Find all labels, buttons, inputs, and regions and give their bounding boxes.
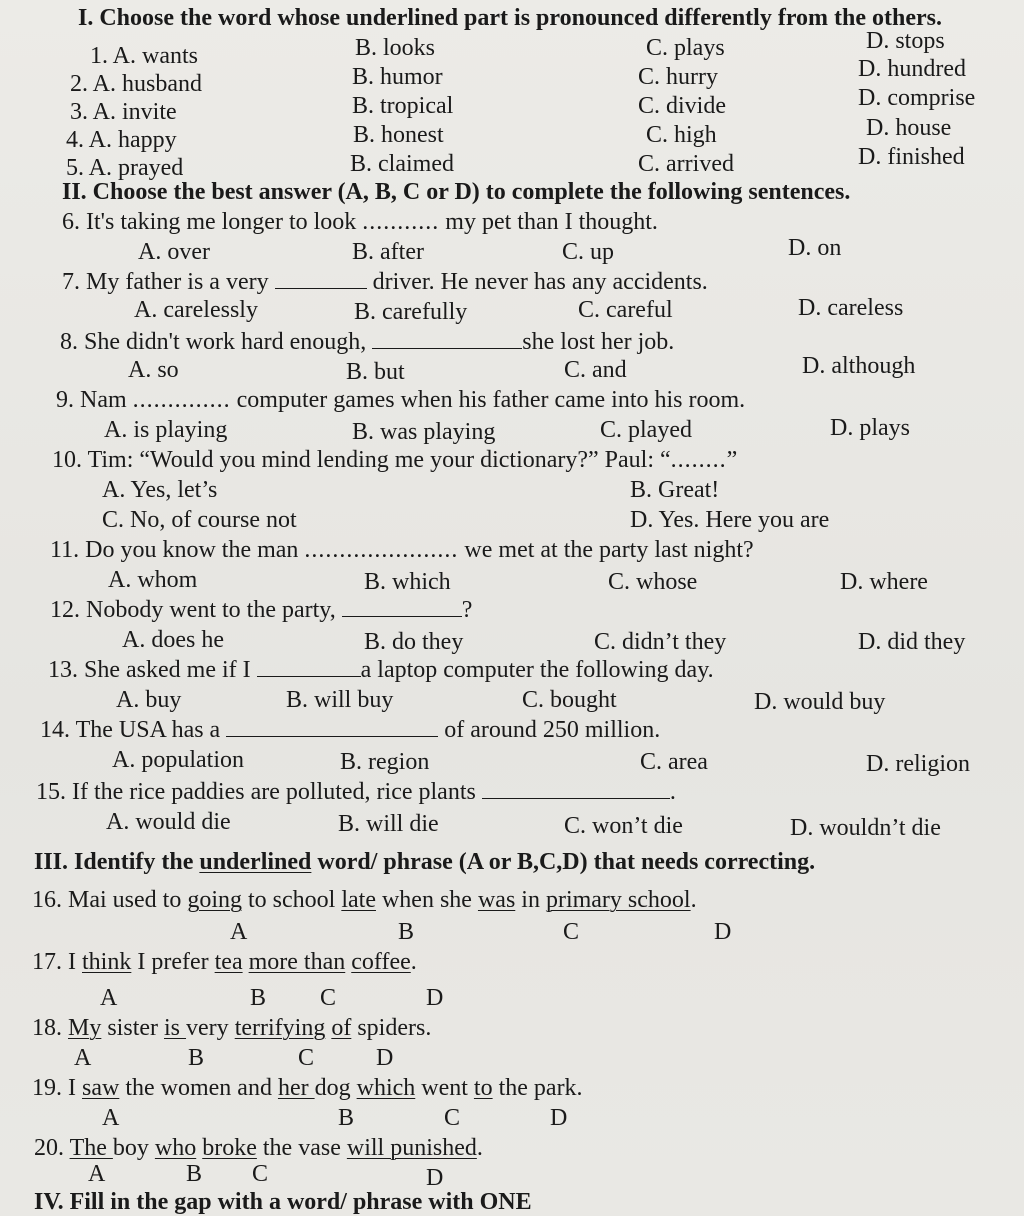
- q20-letter-a: A: [88, 1161, 106, 1187]
- q13-option-a: A. buy: [116, 687, 182, 713]
- q17-letter-a: A: [100, 985, 118, 1011]
- q14-option-a: A. population: [112, 747, 244, 773]
- q3-b: B. tropical: [352, 93, 454, 119]
- q20-letter-c: C: [252, 1161, 269, 1187]
- q6-option-d: D. on: [788, 235, 842, 261]
- q12-blank: [342, 596, 462, 617]
- q2-c: C. hurry: [638, 64, 718, 90]
- q14-stem: 14. The USA has a of around 250 million.: [40, 717, 661, 743]
- q8-option-c: C. and: [564, 357, 627, 383]
- q18-underline-c: terrifying: [234, 1015, 326, 1041]
- q17-letter-d: D: [426, 985, 444, 1011]
- section-1-heading: I. Choose the word whose underlined part is pronounced differently from the others.: [78, 5, 943, 31]
- q8-option-d: D. although: [802, 353, 916, 379]
- q4-a: 4. A. happy: [66, 127, 177, 153]
- q19-letter-a: A: [102, 1105, 120, 1131]
- q13-option-c: C. bought: [522, 687, 617, 713]
- q6-option-b: B. after: [352, 239, 424, 265]
- q8-option-a: A. so: [128, 357, 179, 383]
- q16-underline-d: primary school: [545, 887, 691, 913]
- q17-letter-b: B: [250, 985, 267, 1011]
- q10-option-b: B. Great!: [630, 477, 720, 503]
- q10-stem: 10. Tim: “Would you mind lending me your dictionary?” Paul: “........”: [52, 447, 738, 473]
- q18-underline-d: of: [331, 1015, 352, 1041]
- q1-a: 1. A. wants: [90, 43, 198, 69]
- q7-option-a: A. carelessly: [134, 297, 258, 323]
- q20-letter-d: D: [426, 1165, 444, 1191]
- q16-letter-d: D: [714, 919, 732, 945]
- q10-option-c: C. No, of course not: [102, 507, 297, 533]
- q6-option-a: A. over: [138, 239, 210, 265]
- q11-stem: 11. Do you know the man ...................... we met at the party last night?: [50, 537, 754, 563]
- q2-a: 2. A. husband: [70, 71, 202, 97]
- q18-letter-d: D: [376, 1045, 394, 1071]
- q4-b: B. honest: [353, 122, 444, 148]
- q15-option-c: C. won’t die: [564, 813, 683, 839]
- q7-option-c: C. careful: [578, 297, 673, 323]
- q10-option-a: A. Yes, let’s: [102, 477, 218, 503]
- q4-c: C. high: [646, 122, 717, 148]
- q3-d: D. comprise: [858, 85, 976, 111]
- q3-a: 3. A. invite: [70, 99, 177, 125]
- section-3-heading: III. Identify the underlined word/ phrase (A or B,C,D) that needs correcting.: [34, 849, 816, 875]
- q9-option-d: D. plays: [830, 415, 910, 441]
- q18-letter-a: A: [74, 1045, 92, 1071]
- q19-sentence: 19. I saw the women and her dog which went to the park.: [32, 1075, 583, 1101]
- q15-blank: [482, 778, 670, 799]
- q18-sentence: 18. My sister is very terrifying of spiders.: [32, 1015, 432, 1041]
- q1-d: D. stops: [866, 28, 945, 54]
- q9-option-a: A. is playing: [104, 417, 228, 443]
- q8-blank: [372, 328, 522, 349]
- q18-letter-b: B: [188, 1045, 205, 1071]
- q8-option-b: B. but: [346, 359, 405, 385]
- section-2-heading: II. Choose the best answer (A, B, C or D) to complete the following sentences.: [62, 179, 851, 205]
- q20-underline-d: will punished: [346, 1135, 477, 1161]
- q3-c: C. divide: [638, 93, 726, 119]
- q20-sentence: 20. The boy who broke the vase will punished.: [34, 1135, 483, 1161]
- q19-letter-c: C: [444, 1105, 461, 1131]
- q10-option-d: D. Yes. Here you are: [630, 507, 830, 533]
- q16-underline-a: going: [187, 887, 242, 913]
- q17-underline-a: think: [82, 949, 132, 975]
- q14-blank: [226, 716, 438, 737]
- q7-stem: 7. My father is a very driver. He never has any accidents.: [62, 269, 708, 295]
- q17-underline-c: more than: [248, 949, 346, 975]
- q7-option-b: B. carefully: [354, 299, 468, 325]
- q12-option-d: D. did they: [858, 629, 966, 655]
- q2-b: B. humor: [352, 64, 443, 90]
- q17-letter-c: C: [320, 985, 337, 1011]
- q4-d: D. house: [866, 115, 952, 141]
- q14-option-d: D. religion: [866, 751, 970, 777]
- q9-stem: 9. Nam .............. computer games when his father came into his room.: [56, 387, 746, 413]
- q20-underline-a: The: [69, 1135, 113, 1161]
- q6-option-c: C. up: [562, 239, 615, 265]
- q13-blank: [257, 656, 361, 677]
- q12-option-a: A. does he: [122, 627, 224, 653]
- q17-underline-d: coffee: [351, 949, 411, 975]
- q7-blank: [275, 268, 367, 289]
- q9-option-c: C. played: [600, 417, 692, 443]
- q15-stem: 15. If the rice paddies are polluted, rice plants .: [36, 779, 676, 805]
- q15-option-b: B. will die: [338, 811, 439, 837]
- q17-sentence: 17. I think I prefer tea more than coffee.: [32, 949, 417, 975]
- q11-option-d: D. where: [840, 569, 928, 595]
- q17-underline-b: tea: [214, 949, 243, 975]
- q5-c: C. arrived: [638, 151, 734, 177]
- q18-letter-c: C: [298, 1045, 315, 1071]
- q15-option-a: A. would die: [106, 809, 231, 835]
- q19-letter-b: B: [338, 1105, 355, 1131]
- q7-option-d: D. careless: [798, 295, 904, 321]
- q20-underline-b: who: [154, 1135, 197, 1161]
- q19-underline-b: her: [277, 1075, 315, 1101]
- q16-sentence: 16. Mai used to going to school late when she was in primary school.: [32, 887, 697, 913]
- q11-option-b: B. which: [364, 569, 451, 595]
- q1-b: B. looks: [355, 35, 436, 61]
- q18-underline-b: is: [164, 1015, 187, 1041]
- q16-letter-a: A: [230, 919, 248, 945]
- q16-underline-b: late: [341, 887, 376, 913]
- q19-underline-a: saw: [82, 1075, 120, 1101]
- q12-option-c: C. didn’t they: [594, 629, 727, 655]
- q19-underline-c: which: [356, 1075, 416, 1101]
- q11-option-c: C. whose: [608, 569, 698, 595]
- section-4-heading-partial: IV. Fill in the gap with a word/ phrase with ONE: [34, 1189, 532, 1215]
- q1-c: C. plays: [646, 35, 725, 61]
- q15-option-d: D. wouldn’t die: [790, 815, 941, 841]
- q5-b: B. claimed: [350, 151, 454, 177]
- q20-underline-c: broke: [202, 1135, 257, 1161]
- q13-option-b: B. will buy: [286, 687, 394, 713]
- q13-stem: 13. She asked me if I a laptop computer the following day.: [48, 657, 714, 683]
- q20-letter-b: B: [186, 1161, 203, 1187]
- q8-stem: 8. She didn't work hard enough, she lost her job.: [60, 329, 675, 355]
- q11-option-a: A. whom: [108, 567, 198, 593]
- q5-a: 5. A. prayed: [66, 155, 184, 181]
- q5-d: D. finished: [858, 144, 965, 170]
- q19-letter-d: D: [550, 1105, 568, 1131]
- q19-underline-d: to: [473, 1075, 493, 1101]
- q14-option-b: B. region: [340, 749, 430, 775]
- q16-letter-b: B: [398, 919, 415, 945]
- q16-letter-c: C: [563, 919, 580, 945]
- q12-option-b: B. do they: [364, 629, 464, 655]
- q6-stem: 6. It's taking me longer to look ........... my pet than I thought.: [62, 209, 658, 235]
- q16-underline-c: was: [477, 887, 516, 913]
- q18-underline-a: My: [68, 1015, 102, 1041]
- q14-option-c: C. area: [640, 749, 708, 775]
- q12-stem: 12. Nobody went to the party, ?: [50, 597, 473, 623]
- q9-option-b: B. was playing: [352, 419, 496, 445]
- q13-option-d: D. would buy: [754, 689, 886, 715]
- q2-d: D. hundred: [858, 56, 966, 82]
